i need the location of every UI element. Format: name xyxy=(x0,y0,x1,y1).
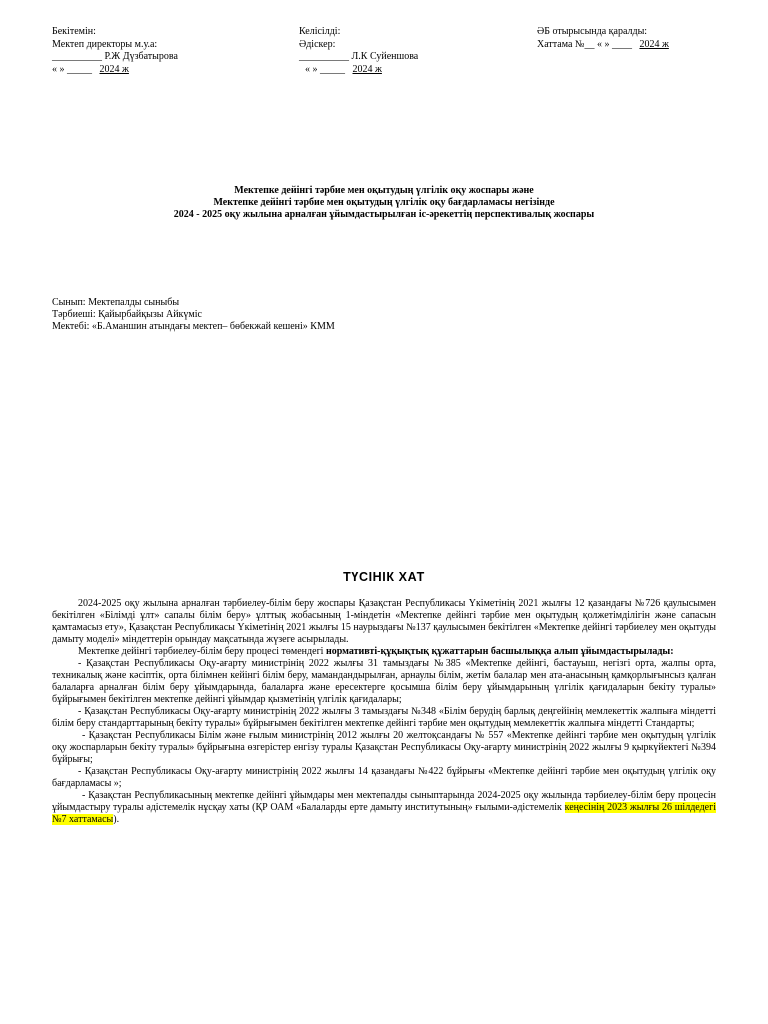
reviewed-title: ӘБ отырысында қаралды: xyxy=(537,26,648,37)
item5-end: ). xyxy=(113,814,120,825)
body-list-item-3: - Қазақстан Республикасы Білім және ғылым министрінің 2012 жылғы 20 желтоқсандағы № 557 «Мектепке дейінгі тәрбие мен оқытудың үлгілік оқу жоспарларын бекіту туралы» бұйрығына өзгерістер енгізу туралы Қазақстан Республикасы Оқу-ағарту министрінің 2022 жылғы 9 қыркүйектегі №394 бұйрығы; xyxy=(52,730,716,765)
body-list-item-2: - Қазақстан Республикасы Оқу-ағарту министрінің 2022 жылғы 3 тамыздағы №348 «Білім берудің барлық деңгейінің мемлекеттік жалпыға міндетті білім беру стандарттарының бекіту туралы» бұйрығымен бекітілген мектепке дейінгі тәрбие мен оқытудың мемлекеттік жалпыға міндетті Стандарты; xyxy=(52,706,716,729)
title-line-3: 2024 - 2025 оқу жылына арналған ұйымдастырылған іс-әрекеттің перспективалық жоспары xyxy=(173,209,595,220)
approval-position: Мектеп директоры м.у.а: xyxy=(52,38,158,50)
body-paragraph-documents xyxy=(52,646,716,658)
class-group: Сынып: Мектепалды сыныбы xyxy=(52,297,180,308)
class-school: Мектебі: «Б.Аманшин атындағы мектеп– бөбекжай кешені» КММ xyxy=(52,321,335,332)
agreed-title: Келісілді: xyxy=(299,26,341,37)
approval-title: Бекітемін: xyxy=(52,26,96,37)
title-line-1: Мектепке дейінгі тәрбие мен оқытудың үлгілік оқу жоспары және xyxy=(234,185,534,196)
approval-date-blank: _____ xyxy=(67,63,92,75)
class-teacher: Тәрбиеші: Қайырбайқызы Айкүміс xyxy=(52,309,202,320)
agreed-date-prefix: « » xyxy=(305,63,318,75)
title-line-2: Мектепке дейінгі тәрбие мен оқытудың үлгілік оқу бағдарламасы негізінде xyxy=(213,197,555,208)
documents-lead-bold: нормативті-құқықтық құжаттарын басшылыққа алып ұйымдастырылады: xyxy=(325,646,674,657)
body-list-item-4: - Қазақстан Республикасы Оқу-ағарту министрінің 2022 жылғы 14 қазандағы №422 бұйрығы «Мектепке дейінгі тәрбие мен оқытудың үлгілік оқу бағдарламасы »; xyxy=(52,766,716,789)
item5-highlighted-text: кеңесінің 2023 жылғы 26 шілдедегі №7 хаттамасы xyxy=(52,802,717,825)
documents-lead: Мектепке дейінгі тәрбиелеу-білім беру процесі төмендегі xyxy=(78,646,326,657)
reviewed-protocol-line xyxy=(537,39,737,52)
reviewed-date-blank: ____ xyxy=(611,38,632,50)
agreed-date-blank: _____ xyxy=(320,63,345,75)
document-title xyxy=(52,185,716,221)
approval-date-year: 2024 ж xyxy=(99,63,129,75)
approval-date-prefix: « » xyxy=(52,63,65,75)
reviewed-date-year: 2024 ж xyxy=(639,38,669,50)
agreed-date-line xyxy=(299,64,529,77)
item5-text: - Қазақстан Республикасының мектепке дейінгі ұйымдары мен мектепалды сыныптарында 2024-2025 оқу жылында тәрбиелеу-білім беру процесін ұйымдастыру туралы әдістемелік нұсқау хаты (ҚР ОАМ «Балаларды ерте дамыту институтының» ғылыми-әдістемелік xyxy=(52,790,716,813)
explanatory-note-body xyxy=(52,598,716,826)
reviewed-protocol: Хаттама №__ « » xyxy=(537,38,610,50)
agreed-position: Әдіскер: xyxy=(299,38,336,50)
approval-block-director xyxy=(52,26,282,76)
body-paragraph-intro: 2024-2025 оқу жылына арналған тәрбиелеу-білім беру жоспары Қазақстан Республикасы Үкіметінің 2021 жылғы 12 қазандағы №726 қаулысымен бекітілген «Білімді ұлт» сапалы білім беру» ұлттық жобасының 1-міндетін «Мектепке дейінгі тәрбие мен оқытудың қолжетімділігін және сапасын қамтамасыз ету», Қазақстан Республикасы Үкіметінің 2021 жылғы 15 наурыздағы №137 қаулысымен бекітілген «Мектепке дейінгі тәрбиелеу мен оқытуды дамыту моделі» міндеттерін орындау мақсатында жүзеге асырылады. xyxy=(52,598,716,645)
agreed-signature-line: __________ Л.К Суйеншова xyxy=(299,51,419,62)
approval-block-council xyxy=(537,26,737,51)
body-list-item-1: - Қазақстан Республикасы Оқу-ағарту министрінің 2022 жылғы 31 тамыздағы №385 «Мектепке дейінгі, бастауыш, негізгі орта, жалпы орта, техникалық және кәсіптік, орта білімнен кейінгі білім беру, мамандандырылған, арнаулы білім, жетім балалар мен ата-анасының қамқорлығынсыз қалған балаларға арналған білім беру ұйымдарында, балаларға және ересектерге қосымша білім беру ұйымдарының үлгілік қағидаларын бекіту туралы» бұйрығымен бекітілген мектепке дейінгі ұйымдар қызметінің үлгілік қағидалары; xyxy=(52,658,716,705)
agreed-date-year: 2024 ж xyxy=(352,63,382,75)
approval-signature-line: __________ Р.Ж Дүзбатырова xyxy=(52,51,178,62)
approval-block-methodist xyxy=(299,26,529,76)
approval-date-line xyxy=(52,64,282,77)
body-list-item-5 xyxy=(52,790,716,826)
class-info xyxy=(52,297,335,333)
explanatory-note-heading: ТҮСІНІК ХАТ xyxy=(343,570,425,584)
